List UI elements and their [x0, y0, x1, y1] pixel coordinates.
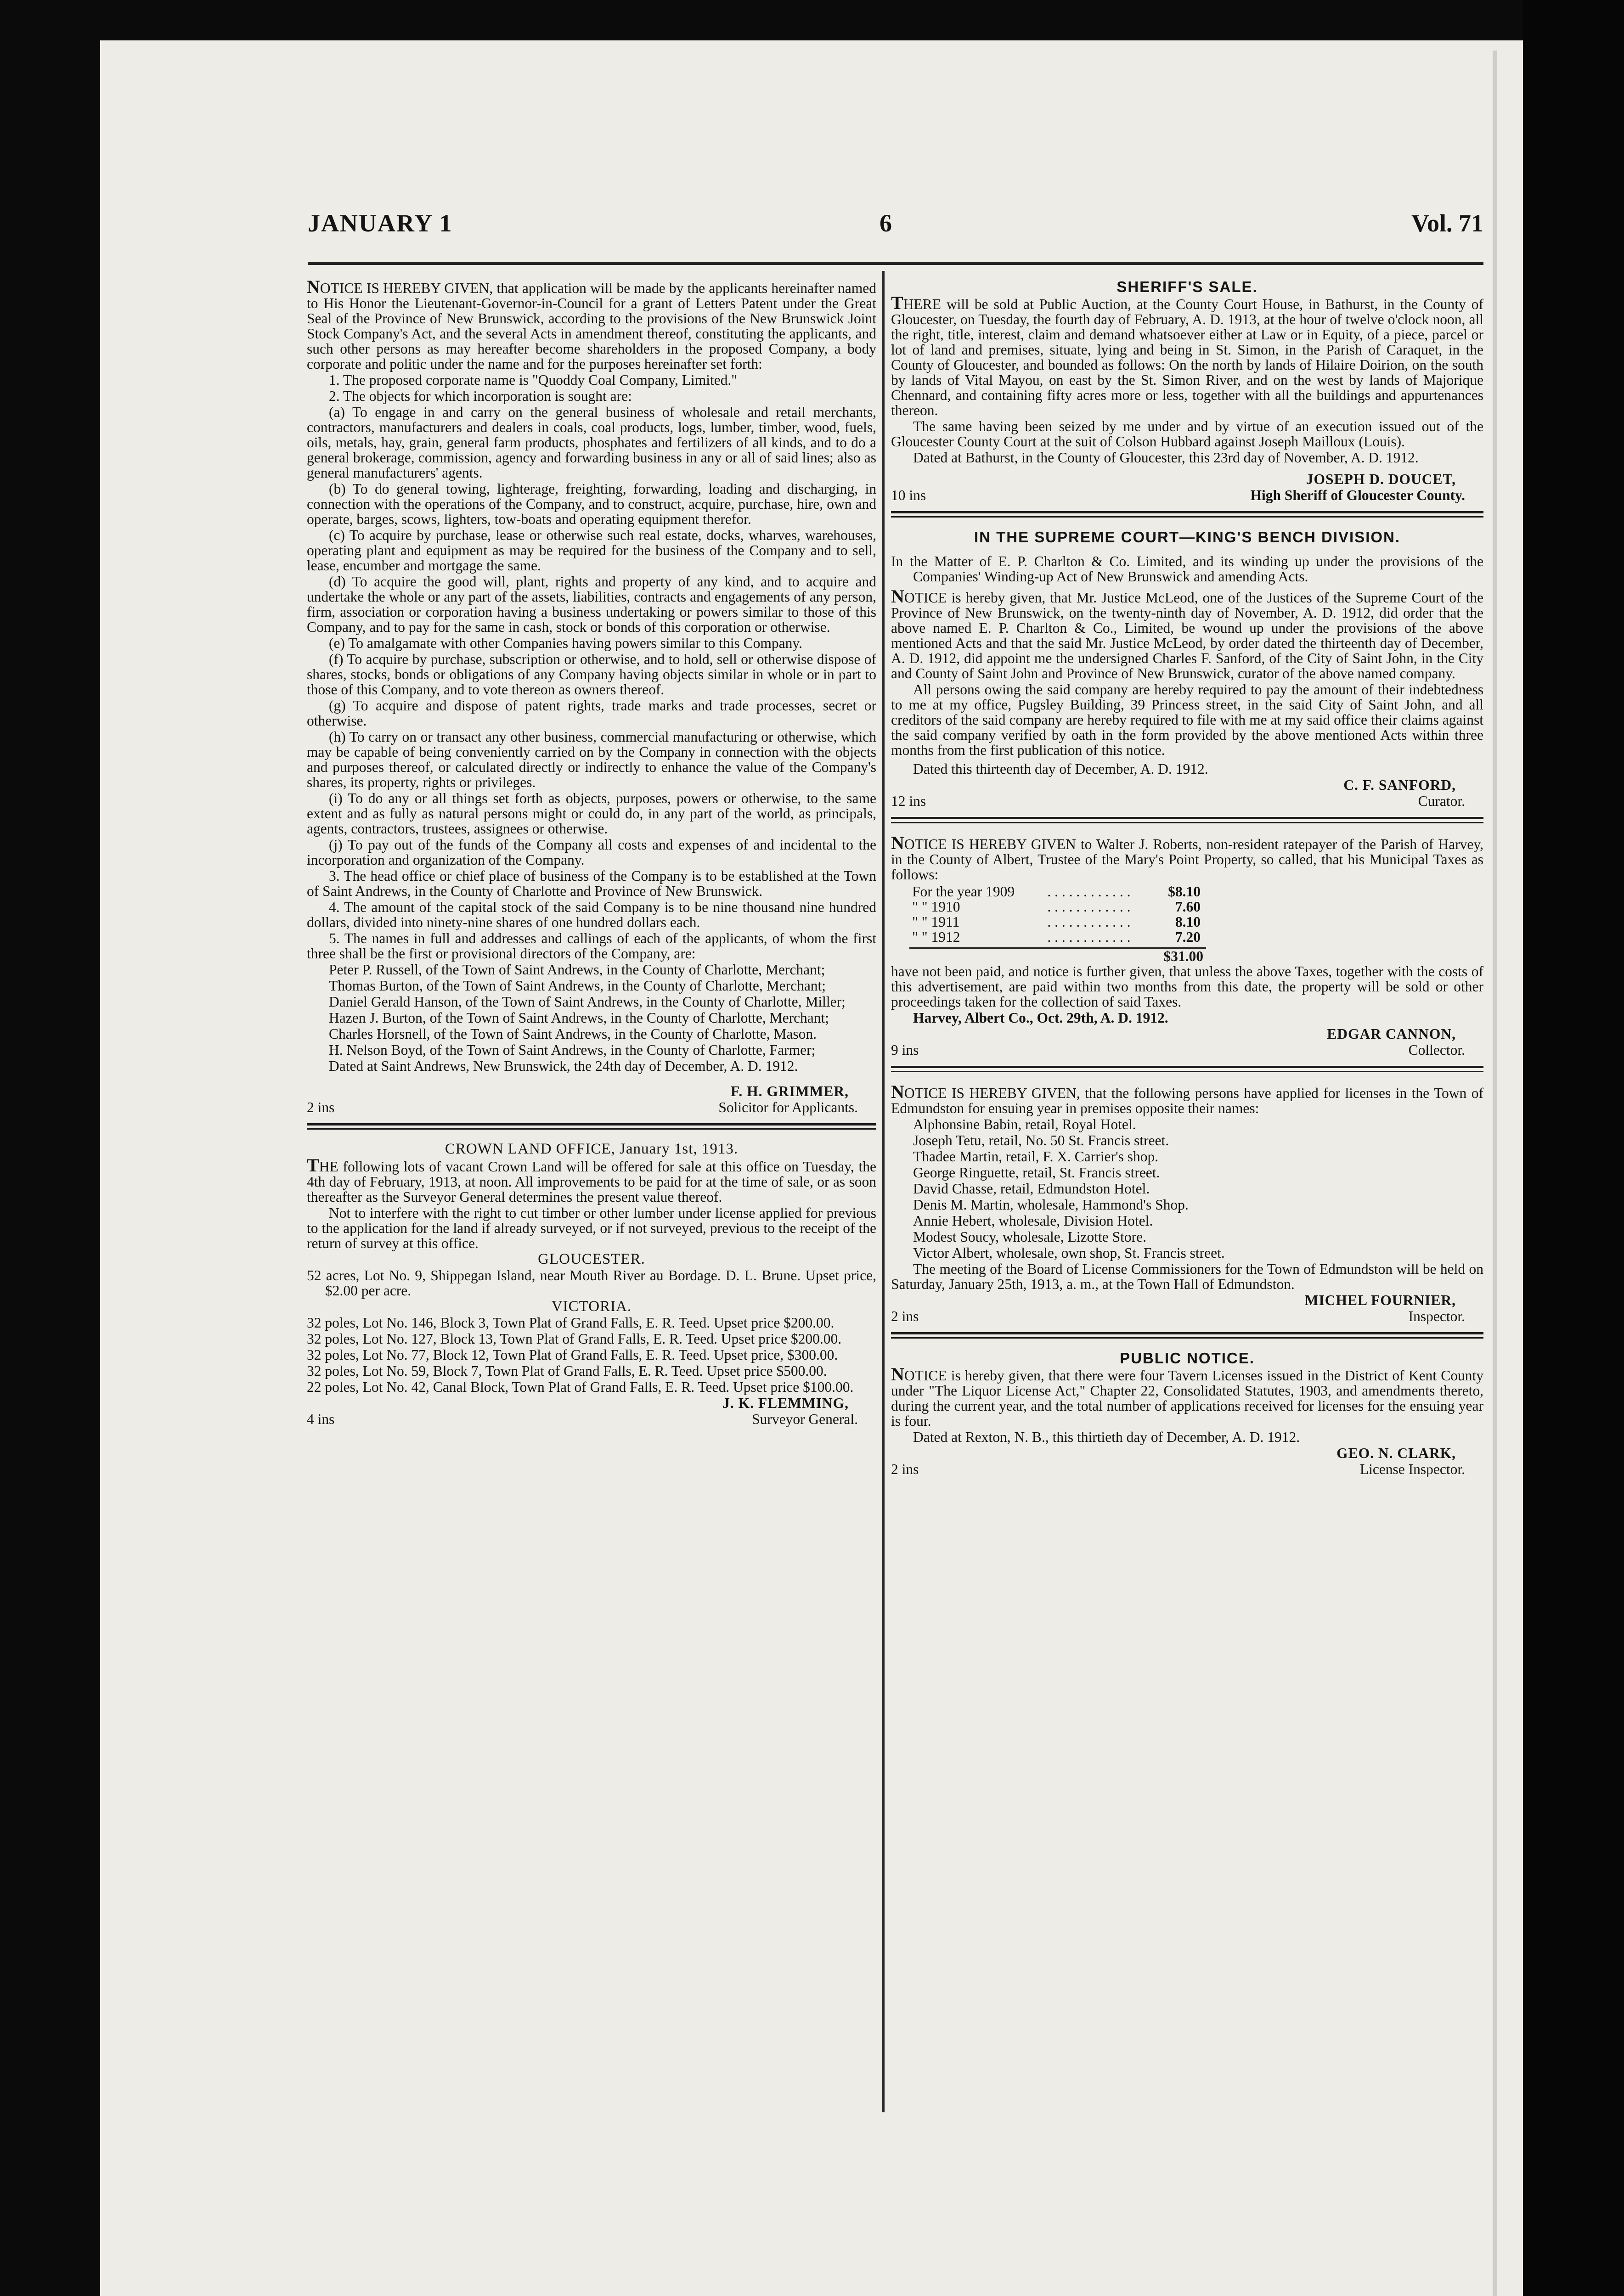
insertion-count: 2 ins: [891, 1461, 919, 1477]
left-column: [307, 276, 876, 1427]
land-lot: 32 poles, Lot No. 146, Block 3, Town Plat of Grand Falls, E. R. Teed. Upset price $200.00.: [307, 1315, 835, 1331]
clause-c: (c) To acquire by purchase, lease or otherwise such real estate, docks, wharves, warehouses, operating plant and equipment as may be required for the business of the Company and to sell, lease, encumber and mortgage the same.: [307, 527, 876, 574]
public-heading: PUBLIC NOTICE.: [1120, 1350, 1255, 1367]
crown-paragraph: Not to interfere with the right to cut timber or other lumber under license applied for previous to the application for the land if already surveyed, or if not surveyed, previous to the receipt of the return of survey at this office.: [307, 1205, 876, 1251]
right-column: [891, 279, 1483, 1477]
clause-h: (h) To carry on or transact any other business, commercial manufacturing or otherwise, which may be capable of being conveniently carried on by the Company in connection with the objects and purposes thereof, or calculated directly or indirectly to enhance the value of the Company's shares, its property, rights or privileges.: [307, 729, 876, 790]
applicant: H. Nelson Boyd, of the Town of Saint Andrews, in the County of Charlotte, Farmer;: [329, 1042, 816, 1058]
crown-intro: HE following lots of vacant Crown Land will be offered for sale at this office on Tuesday, the 4th day of February, 1913, at noon. All improvements to be paid for at the time of sale, or as soon thereafter as the Surveyor General determines the present value thereof.: [307, 1159, 876, 1205]
insertion-count: 2 ins: [307, 1099, 335, 1115]
insertion-count: 4 ins: [307, 1411, 335, 1427]
drop-letter: N: [891, 833, 904, 853]
clause-f: (f) To acquire by purchase, subscription or otherwise, and to hold, sell or otherwise dispose of shares, stocks, bonds or obligations of any Company having objects similar in whole or in part to those of this Company, and to vote thereon as owners thereof.: [307, 651, 876, 698]
applicant: Peter P. Russell, of the Town of Saint Andrews, in the County of Charlotte, Merchant;: [329, 962, 825, 978]
signature-name: GEO. N. CLARK,: [1336, 1445, 1456, 1461]
applicant-name: Thadee Martin, retail, F. X. Carrier's shop.: [913, 1148, 1159, 1165]
applicant-name: George Ringuette, retail, St. Francis street.: [913, 1165, 1160, 1181]
applicant: Charles Horsnell, of the Town of Saint Andrews, in the County of Charlotte, Mason.: [329, 1026, 817, 1042]
applicant-name: Victor Albert, wholesale, own shop, St. Francis street.: [913, 1245, 1225, 1261]
signature-title: Collector.: [1408, 1042, 1465, 1058]
applicant-name: Denis M. Martin, wholesale, Hammond's Shop.: [913, 1197, 1189, 1213]
applicant-name: David Chasse, retail, Edmundston Hotel.: [913, 1181, 1150, 1197]
signature-name: EDGAR CANNON,: [1327, 1026, 1456, 1042]
clause-a: (a) To engage in and carry on the general business of wholesale and retail merchants, contractors, manufacturers and dealers in coals, coal products, logs, lumber, timber, wood, fuels, oils, metals, hay, grain, general farm products, phosphates and fertilizers of all kinds, and to do a general brokerage, commission, agency and forwarding business in any or all of said lines; also as general manufacturers' agents.: [307, 404, 876, 481]
clause-d: (d) To acquire the good will, plant, rights and property of any kind, and to acquire and undertake the whole or any part of the assets, liabilities, contracts and engagements of any person, firm, association or corporation having a business undertaking or powers similar to those of this Company, and to pay for the same in cash, stock or bonds of this corporation or otherwise.: [307, 574, 876, 635]
page-edge-line: [1493, 51, 1497, 2296]
volume-number: Vol. 71: [1411, 209, 1483, 237]
section-rule: [891, 1066, 1483, 1072]
land-lot: 52 acres, Lot No. 9, Shippegan Island, near Mouth River au Bordage. D. L. Brune. Upset price, $2.00 per acre.: [307, 1267, 876, 1299]
clause-b: (b) To do general towing, lighterage, freighting, forwarding, loading and discharging, in connection with the operations of the Company, and to construct, acquire, purchase, hire, own and operate, barges, scows, lighters, tow-boats and operating equipment therefor.: [307, 481, 876, 527]
dated-line: Dated at Bathurst, in the County of Gloucester, this 23rd day of November, A. D. 1912.: [913, 450, 1419, 466]
section-rule: [891, 1332, 1483, 1339]
sheriff-sale-notice: [891, 279, 1483, 503]
sheriff-heading: SHERIFF'S SALE.: [1116, 278, 1258, 295]
signature-title: Inspector.: [1408, 1308, 1465, 1324]
tax-total: $31.00: [909, 947, 1206, 964]
header-date: JANUARY 1: [308, 209, 453, 237]
public-notice: [891, 1351, 1483, 1477]
clause-g: (g) To acquire and dispose of patent rights, trade marks and trade processes, secret or otherwise.: [307, 698, 876, 729]
tax-year: For the year 1909: [912, 884, 1015, 900]
tax-year: " " 1911: [912, 914, 960, 930]
crown-land-notice: [307, 1142, 876, 1427]
signature-name: F. H. GRIMMER,: [731, 1083, 849, 1099]
edmundston-paragraph: The meeting of the Board of License Commissioners for the Town of Edmundston will be held on Saturday, January 25th, 1913, a. m., at the Town Hall of Edmundston.: [891, 1261, 1483, 1292]
insertion-count: 2 ins: [891, 1308, 919, 1324]
applicant: Daniel Gerald Hanson, of the Town of Saint Andrews, in the County of Charlotte, Miller;: [329, 994, 846, 1010]
tax-table: [909, 884, 1203, 945]
insertion-count: 9 ins: [891, 1042, 919, 1058]
insertion-count: 12 ins: [891, 793, 926, 809]
sheriff-paragraph: The same having been seized by me under and by virtue of an execution issued out of the Gloucester County Court at the suit of Colson Hubbard against Joseph Mailloux (Louis).: [891, 418, 1483, 450]
signature-name: C. F. SANFORD,: [1343, 777, 1456, 793]
tax-year: " " 1910: [912, 899, 960, 915]
land-lot: 32 poles, Lot No. 59, Block 7, Town Plat of Grand Falls, E. R. Teed. Upset price $500.00.: [307, 1363, 827, 1379]
harvey-paragraph: have not been paid, and notice is further given, that unless the above Taxes, together with the costs of this advertisement, are paid within two months from this date, the property will be sold or other proceedings taken for the collection of said Taxes.: [891, 963, 1483, 1010]
crown-heading: CROWN LAND OFFICE, January 1st, 1913.: [445, 1141, 739, 1157]
tax-amount: 8.10: [1175, 914, 1201, 930]
court-heading: IN THE SUPREME COURT—KING'S BENCH DIVISION.: [974, 529, 1401, 546]
signature-name: MICHEL FOURNIER,: [1304, 1292, 1456, 1308]
harvey-text: OTICE IS HEREBY GIVEN to Walter J. Roberts, non-resident ratepayer of the Parish of Harvey, in the County of Albert, Trustee of the Mary's Point Property, so called, that his Municipal Taxes as follows:: [891, 836, 1483, 883]
section-rule: [891, 817, 1483, 823]
clause-e: (e) To amalgamate with other Companies having powers similar to this Company.: [329, 635, 802, 651]
court-matter: In the Matter of E. P. Charlton & Co. Limited, and its winding up under the provisions of the Companies' Winding-up Act of New Brunswick and amending Acts.: [891, 553, 1483, 585]
tax-row: [909, 929, 1203, 945]
signature-title: Solicitor for Applicants.: [718, 1099, 858, 1115]
scan-border: [1523, 0, 1624, 2296]
header-rule: [308, 262, 1483, 265]
tax-amount: 7.20: [1175, 929, 1201, 945]
tax-row: [909, 914, 1203, 929]
page-header: [308, 209, 1483, 246]
signature-name: J. K. FLEMMING,: [722, 1395, 849, 1411]
land-lot: 32 poles, Lot No. 127, Block 13, Town Plat of Grand Falls, E. R. Teed. Upset price $200.00.: [307, 1331, 842, 1347]
court-text: OTICE is hereby given, that Mr. Justice McLeod, one of the Justices of the Supreme Court of the Province of New Brunswick, on the twenty-ninth day of November, A. D. 1912, did order that the above named E. P. Charlton & Co., Limited, be wound up under the provisions of the above mentioned Acts and that the said Mr. Justice McLeod, by order dated the thirteenth day of December, A. D. 1912, did appoint me the undersigned Charles F. Sanford, of the City of Saint John, in the City and County of Saint John and Province of New Brunswick, curator of the above named company.: [891, 590, 1483, 681]
clause-3: 3. The head office or chief place of business of the Company is to be established at the Town of Saint Andrews, in the County of Charlotte and Province of New Brunswick.: [307, 868, 876, 899]
harvey-tax-notice: [891, 835, 1483, 1058]
clause-5: 5. The names in full and addresses and callings of each of the applicants, of whom the first three shall be the first or provisional directors of the Company, are:: [307, 930, 876, 962]
applicant-name: Joseph Tetu, retail, No. 50 St. Francis street.: [913, 1132, 1169, 1148]
supreme-court-notice: [891, 529, 1483, 809]
applicant: Thomas Burton, of the Town of Saint Andrews, in the County of Charlotte, Merchant;: [329, 978, 826, 994]
tax-amount: $8.10: [1168, 884, 1201, 900]
signature-title: Surveyor General.: [752, 1411, 858, 1427]
dated-line: Dated this thirteenth day of December, A. D. 1912.: [913, 761, 1208, 777]
leader-dots: . . . . . . . . . . . .: [1047, 914, 1131, 930]
county-heading: GLOUCESTER.: [538, 1251, 645, 1267]
quoddy-notice: [307, 276, 876, 1115]
clause-4: 4. The amount of the capital stock of the said Company is to be nine thousand nine hundred dollars, divided into ninety-nine shares of one hundred dollars each.: [307, 899, 876, 930]
dated-line: Dated at Saint Andrews, New Brunswick, the 24th day of December, A. D. 1912.: [329, 1058, 798, 1074]
county-heading: VICTORIA.: [551, 1298, 632, 1315]
leader-dots: . . . . . . . . . . . .: [1047, 884, 1131, 900]
leader-dots: . . . . . . . . . . . .: [1047, 899, 1131, 915]
clause-2: 2. The objects for which incorporation is sought are:: [329, 388, 632, 404]
edmundston-license-notice: [891, 1081, 1483, 1324]
court-paragraph: All persons owing the said company are hereby required to pay the amount of their indebtedness to me at my office, Pugsley Building, 39 Princess street, in the said City of Saint John, and all creditors of the said company are hereby required to file with me at my said office their claims against the said company verified by oath in the form provided by the above mentioned Acts within three months from the first publication of this notice.: [891, 681, 1483, 758]
land-lot: 32 poles, Lot No. 77, Block 12, Town Plat of Grand Falls, E. R. Teed. Upset price, $300.00.: [307, 1347, 838, 1363]
signature-title: Curator.: [1418, 793, 1465, 809]
drop-letter: N: [891, 1364, 904, 1384]
dated-line: Harvey, Albert Co., Oct. 29th, A. D. 1912.: [913, 1010, 1168, 1026]
public-text: OTICE is hereby given, that there were four Tavern Licenses issued in the District of Kent County under "The Liquor License Act," Chapter 22, Consolidated Statutes, 1903, and amendments thereto, during the current year, and the total number of applications received for licenses for the ensuing year is four.: [891, 1367, 1483, 1429]
column-rule: [882, 271, 885, 2112]
tax-row: [909, 899, 1203, 914]
leader-dots: . . . . . . . . . . . .: [1047, 929, 1131, 945]
drop-letter: T: [307, 1155, 319, 1176]
tax-amount: 7.60: [1175, 899, 1201, 915]
drop-letter: T: [891, 293, 903, 313]
section-rule: [891, 511, 1483, 518]
drop-letter: N: [891, 1081, 904, 1102]
sheriff-text: HERE will be sold at Public Auction, at the County Court House, in Bathurst, in the County of Gloucester, on Tuesday, the fourth day of February, A. D. 1913, at the hour of twelve o'clock noon, all the right, title, interest, claim and demand whatsoever either at Law or in Equity, of a piece, parcel or lot of land and premises, situate, lying and being in St. Simon, in the Parish of Caraquet, in the County of Gloucester, and bounded as follows: On the north by lands of Hilaire Doirion, on the south by lands of Vital Mayou, on east by the St. Simon River, and on the west by lands of Majorique Chennard, and containing fifty acres more or less, together with all the buildings and appurtenances thereon.: [891, 296, 1483, 418]
clause-i: (i) To do any or all things set forth as objects, purposes, powers or otherwise, to the same extent and as fully as natural persons might or could do, in any part of the world, as principals, agents, contractors, trustees, assignees or otherwise.: [307, 790, 876, 837]
edmundston-text: OTICE IS HEREBY GIVEN, that the following persons have applied for licenses in the Town of Edmundston for ensuing year in premises opposite their names:: [891, 1085, 1483, 1116]
tax-row: [909, 884, 1203, 899]
applicant-name: Annie Hebert, wholesale, Division Hotel.: [913, 1213, 1153, 1229]
tax-year: " " 1912: [912, 929, 960, 945]
clause-j: (j) To pay out of the funds of the Company all costs and expenses of and incidental to the incorporation and organization of the Company.: [307, 837, 876, 868]
page-number: 6: [880, 209, 892, 237]
drop-letter: N: [891, 586, 904, 607]
applicant: Hazen J. Burton, of the Town of Saint Andrews, in the County of Charlotte, Merchant;: [329, 1010, 829, 1026]
insertion-count: 10 ins: [891, 487, 926, 503]
applicant-name: Modest Soucy, wholesale, Lizotte Store.: [913, 1229, 1146, 1245]
signature-title: License Inspector.: [1359, 1461, 1465, 1477]
section-rule: [307, 1123, 876, 1130]
applicant-name: Alphonsine Babin, retail, Royal Hotel.: [913, 1116, 1136, 1132]
drop-letter: N: [307, 276, 320, 297]
clause-1: 1. The proposed corporate name is "Quoddy Coal Company, Limited.": [329, 372, 738, 388]
land-lot: 22 poles, Lot No. 42, Canal Block, Town Plat of Grand Falls, E. R. Teed. Upset price $100.00.: [307, 1379, 854, 1395]
signature-title: High Sheriff of Gloucester County.: [1250, 487, 1465, 503]
signature-name: JOSEPH D. DOUCET,: [1306, 471, 1456, 487]
dated-line: Dated at Rexton, N. B., this thirtieth day of December, A. D. 1912.: [913, 1429, 1300, 1445]
notice-intro: OTICE IS HEREBY GIVEN, that application will be made by the applicants hereinafter named to His Honor the Lieutenant-Governor-in-Council for a grant of Letters Patent under the Great Seal of the Province of New Brunswick, according to the provisions of the New Brunswick Joint Stock Company's Act, and the several Acts in amendment thereof, constituting the applicants, and such other persons as may hereafter become shareholders in the proposed Company, a body corporate and politic under the name and for the purposes hereinafter set forth:: [307, 280, 876, 372]
